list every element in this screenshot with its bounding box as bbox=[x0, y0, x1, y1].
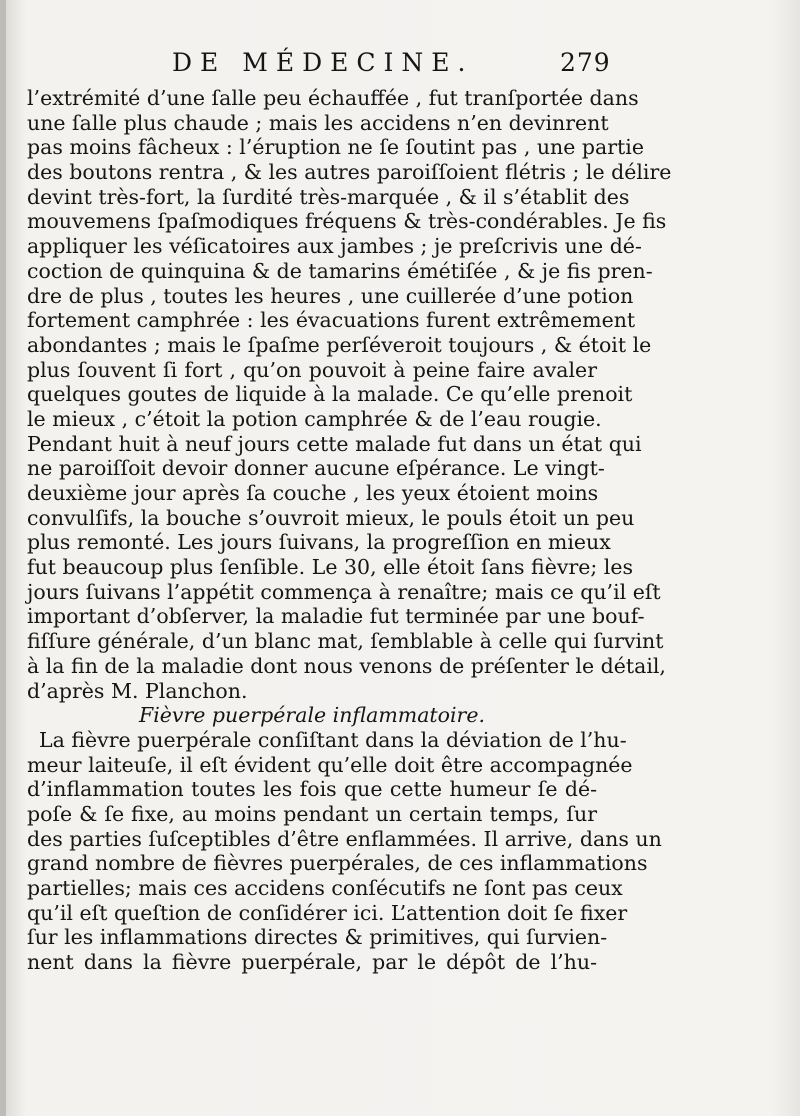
text-line: des parties ſuſceptibles d’être enflammées. Il arrive, dans un bbox=[27, 826, 662, 851]
text-line: abondantes ; mais le ſpaſme perſéveroit toujours , & étoit le bbox=[27, 332, 652, 357]
text-line: fut beaucoup plus ſenſible. Le 30, elle étoit ſans fièvre; les bbox=[27, 555, 634, 580]
text-line: meur laiteuſe, il eſt évident qu’elle doit être accompagnée bbox=[27, 752, 633, 777]
text-line: qu’il eſt queſtion de conſidérer ici. L’attention doit ſe fixer bbox=[27, 900, 628, 925]
section-heading: Fièvre puerpérale inflammatoire. bbox=[138, 703, 486, 728]
page-edge-shadow bbox=[0, 0, 6, 1116]
text-line: l’extrémité d’une ſalle peu échauffée , fut tranſportée dans bbox=[27, 86, 639, 110]
text-line: Pendant huit à neuf jours cette malade fut dans un état qui bbox=[27, 431, 642, 456]
text-line: La fièvre puerpérale conſiſtant dans la déviation de l’hu- bbox=[39, 727, 627, 752]
text-line: appliquer les véſicatoires aux jambes ; je preſcrivis une dé- bbox=[27, 234, 642, 259]
text-line: convulſifs, la bouche s’ouvroit mieux, le pouls étoit un peu bbox=[27, 505, 635, 530]
page-text bbox=[27, 86, 672, 975]
text-line: dre de plus , toutes les heures , une cuillerée d’une potion bbox=[27, 283, 634, 308]
text-line: poſe & ſe fixe, au moins pendant un certain temps, ſur bbox=[27, 801, 597, 826]
text-line: le mieux , c’étoit la potion camphrée & de l’eau rougie. bbox=[27, 406, 602, 431]
text-line: d’après M. Planchon. bbox=[27, 678, 248, 703]
text-line: ne paroiſſoit devoir donner aucune eſpérance. Le vingt- bbox=[27, 456, 605, 481]
running-header bbox=[172, 48, 632, 88]
text-line: d’inflammation toutes les fois que cette humeur ſe dé- bbox=[27, 777, 597, 802]
text-line: une ſalle plus chaude ; mais les accidens n’en devinrent bbox=[27, 110, 609, 135]
page-number: 279 bbox=[560, 48, 611, 77]
text-line: ſur les inflammations directes & primitives, qui ſurvien- bbox=[27, 925, 608, 950]
text-line: à la fin de la maladie dont nous venons de préſenter le détail, bbox=[27, 653, 666, 678]
running-title: DE MÉDECINE. bbox=[172, 48, 474, 77]
text-line: nent dans la fièvre puerpérale, par le dépôt de l’hu- bbox=[27, 950, 597, 975]
text-line: grand nombre de fièvres puerpérales, de ces inflammations bbox=[27, 851, 648, 876]
text-line: deuxième jour après ſa couche , les yeux étoient moins bbox=[27, 481, 599, 505]
text-line: plus ſouvent ſi fort , qu’on pouvoit à peine faire avaler bbox=[27, 357, 597, 382]
text-line: partielles; mais ces accidens conſécutifs ne ſont pas ceux bbox=[27, 876, 623, 900]
text-line: coction de quinquina & de tamarins émétiſée , & je fis pren- bbox=[27, 258, 653, 283]
text-line: jours ſuivans l’appétit commença à renaître; mais ce qu’il eſt bbox=[27, 579, 661, 604]
text-line: pas moins fâcheux : l’éruption ne ſe ſoutint pas , une partie bbox=[27, 135, 644, 160]
text-line: fortement camphrée : les évacuations furent extrêmement bbox=[27, 308, 636, 333]
text-line: des boutons rentra , & les autres paroiſſoient flétris ; le délire bbox=[27, 160, 672, 185]
text-line: devint très-fort, la ſurdité très-marquée , & il s’établit des bbox=[27, 184, 630, 209]
text-line: quelques goutes de liquide à la malade. Ce qu’elle prenoit bbox=[27, 382, 633, 407]
text-line: plus remonté. Les jours ſuivans, la progreſſion en mieux bbox=[27, 530, 611, 555]
text-line: fiſſure générale, d’un blanc mat, ſemblable à celle qui ſurvint bbox=[27, 629, 664, 654]
text-line: important d’obſerver, la maladie fut terminée par une bouf- bbox=[27, 604, 645, 629]
text-line: mouvemens ſpaſmodiques fréquens & très-condérables. Je fis bbox=[27, 209, 667, 234]
